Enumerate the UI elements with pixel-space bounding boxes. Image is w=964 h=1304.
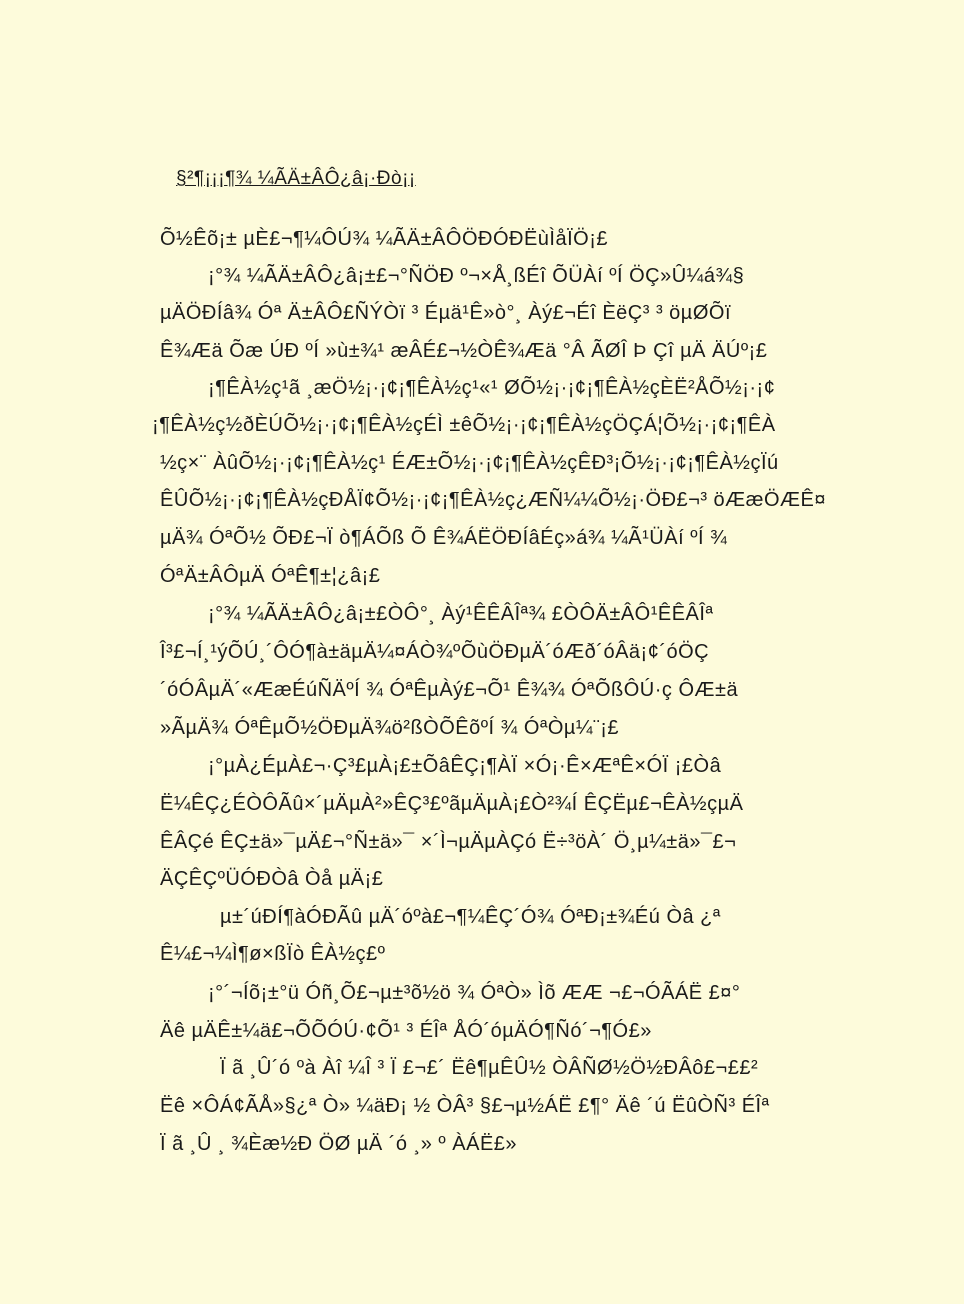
text-line: ¡°´¬Íõ¡±°ü Óñ¸Õ£¬µ±³õ½ö ¾ ÓªÒ» Ìõ ÆÆ ¬£¬ÓÃÁË £¤° [208,982,741,1004]
text-line: ¡°µÀ¿ÉµÀ£¬·Ç³£µÀ¡£±ÕâÊÇ¡¶ÀÏ ×Ó¡·Ê×ÆªÊ×ÓÏ ¡£Òâ [208,755,722,777]
text-line: Î³£¬Í¸¹ýÕÚ¸´ÔÓ¶à±äµÄ¼¤ÁÒ¾ºÕùÖÐµÄ´óÆð´óÂä¡¢´óÖÇ [160,641,710,663]
text-line: ½ç×¨ ÀûÕ½¡·¡¢¡¶ÊÀ½ç¹ ÉÆ±Õ½¡·¡¢¡¶ÊÀ½çÊÐ³¡Õ½¡·¡¢¡¶ÊÀ½çÏú [160,452,779,474]
text-line: ÄÇÊÇºÜÓÐÒâ Òå µÄ¡£ [160,868,384,890]
text-line: ÊÛÕ½¡·¡¢¡¶ÊÀ½çÐÅÏ¢Õ½¡·¡¢¡¶ÊÀ½ç¿ÆÑ¼¼Õ½¡·ÖÐ£¬³ öÆæÖÆÊ¤ [160,489,826,511]
text-line: µÄÖÐÍâ¾ Óª Ä±ÂÔ£ÑÝÒï ³ Éµä¹Ê»ò°¸ Àý£¬Éî ÈëÇ³ ³ öµØÕï [160,302,731,324]
text-line: Õ½Êõ¡± µÈ£¬¶¼ÔÚ¾ ¼ÃÄ±ÂÔÖÐÓÐËùÌåÏÖ¡£ [160,228,608,250]
text-line: Ëê ×ÔÁ¢ÃÅ»§¿ª Ò» ¼äÐ¡ ½ ÒÂ³ §£¬µ½ÁË £¶° Äê ´ú ËûÒÑ³ ÉÎª [160,1095,770,1117]
text-line: ´óÓÂµÄ´«ÆæÉúÑÄºÍ ¾ ÓªÊµÀý£¬Õ¹ Ê¾¾ ÓªÕßÔÚ·ç ÔÆ±ä [160,679,739,701]
text-line: ¡°¾ ¼ÃÄ±ÂÔ¿â¡±£¬°ÑÖÐ º¬×Å¸ßÉî ÕÜÀí ºÍ ÖÇ»Û¼á¾§ [208,265,745,287]
text-line: ¡¶ÊÀ½ç½ðÈÚÕ½¡·¡¢¡¶ÊÀ½çÉÌ ±êÕ½¡·¡¢¡¶ÊÀ½çÖÇÁ¦Õ½¡·¡¢¡¶ÊÀ [152,414,776,436]
text-line: ÊÂÇé ÊÇ±ä»¯µÄ£¬°Ñ±ä»¯ ×´Ì¬µÄµÀÇó Ë÷³öÀ´ Ö¸µ¼±ä»¯£¬ [160,831,737,853]
section-heading: §²¶¡¡¡¶¾ ¼ÃÄ±ÂÔ¿â¡·Ðò¡¡ [176,168,416,189]
text-line: ¡°¾ ¼ÃÄ±ÂÔ¿â¡±£ÒÔ°¸ Àý¹ÊÊÂÎª¾ £ÒÔÄ±ÂÔ¹ÊÊÂÎª [208,603,714,625]
text-line: µ±´úÐÍ¶àÓÐÃû µÄ´óºà£¬¶¼ÊÇ´Ó¾ ÓªÐ¡±¾Éú Òâ ¿ª [220,906,721,928]
text-line: Äê µÄÊ±¼ä£¬ÕÕÓÚ·¢Õ¹ ³ ÉÎª ÅÓ´óµÄÓ¶Ñó´¬¶Ó£» [160,1020,652,1042]
text-line: Ê¾Æä Õæ ÚÐ ºÍ »ù±¾¹ æÂÉ£¬½ÒÊ¾Æä °Â ÃØÎ Þ Çî µÄ ÄÚº¡£ [160,340,768,362]
text-line: Ë¼ÊÇ¿ÉÒÔÃû×´µÄµÀ²»ÊÇ³£ºãµÄµÀ¡£Ò²¾Í ÊÇËµ£¬ÊÀ½çµÄ [160,793,744,815]
text-line: »ÃµÄ¾ ÓªÊµÕ½ÖÐµÄ¾ö²ßÒÕÊõºÍ ¾ ÓªÒµ¼¨¡£ [160,717,620,739]
text-line: Ê¼£¬¼Ì¶ø×ßÏò ÊÀ½ç£º [160,943,386,965]
text-line: µÄ¾ ÓªÕ½ ÕÐ£¬Ï ò¶ÁÕß Õ Ê¾ÁËÖÐÍâÉç»á¾ ¼Ã¹ÜÀí ºÍ ¾ [160,527,728,549]
text-line: Ï ã ¸Û´ó ºà Àî ¼Î ³ Ï £¬£´ Ëê¶µÊÛ½ ÒÂÑØ½Ö½ÐÂô£¬££² [220,1057,759,1079]
text-line: Ï ã ¸Û ¸ ¾Èæ½Ð ÖØ µÄ ´ó ¸» º ÀÁË£» [160,1133,518,1155]
text-line: ¡¶ÊÀ½ç¹ã ¸æÖ½¡·¡¢¡¶ÊÀ½ç¹«¹ ØÕ½¡·¡¢¡¶ÊÀ½çÈË²ÅÕ½¡·¡¢ [208,377,776,399]
text-line: ÓªÄ±ÂÔµÄ ÓªÊ¶±¦¿â¡£ [160,565,381,587]
